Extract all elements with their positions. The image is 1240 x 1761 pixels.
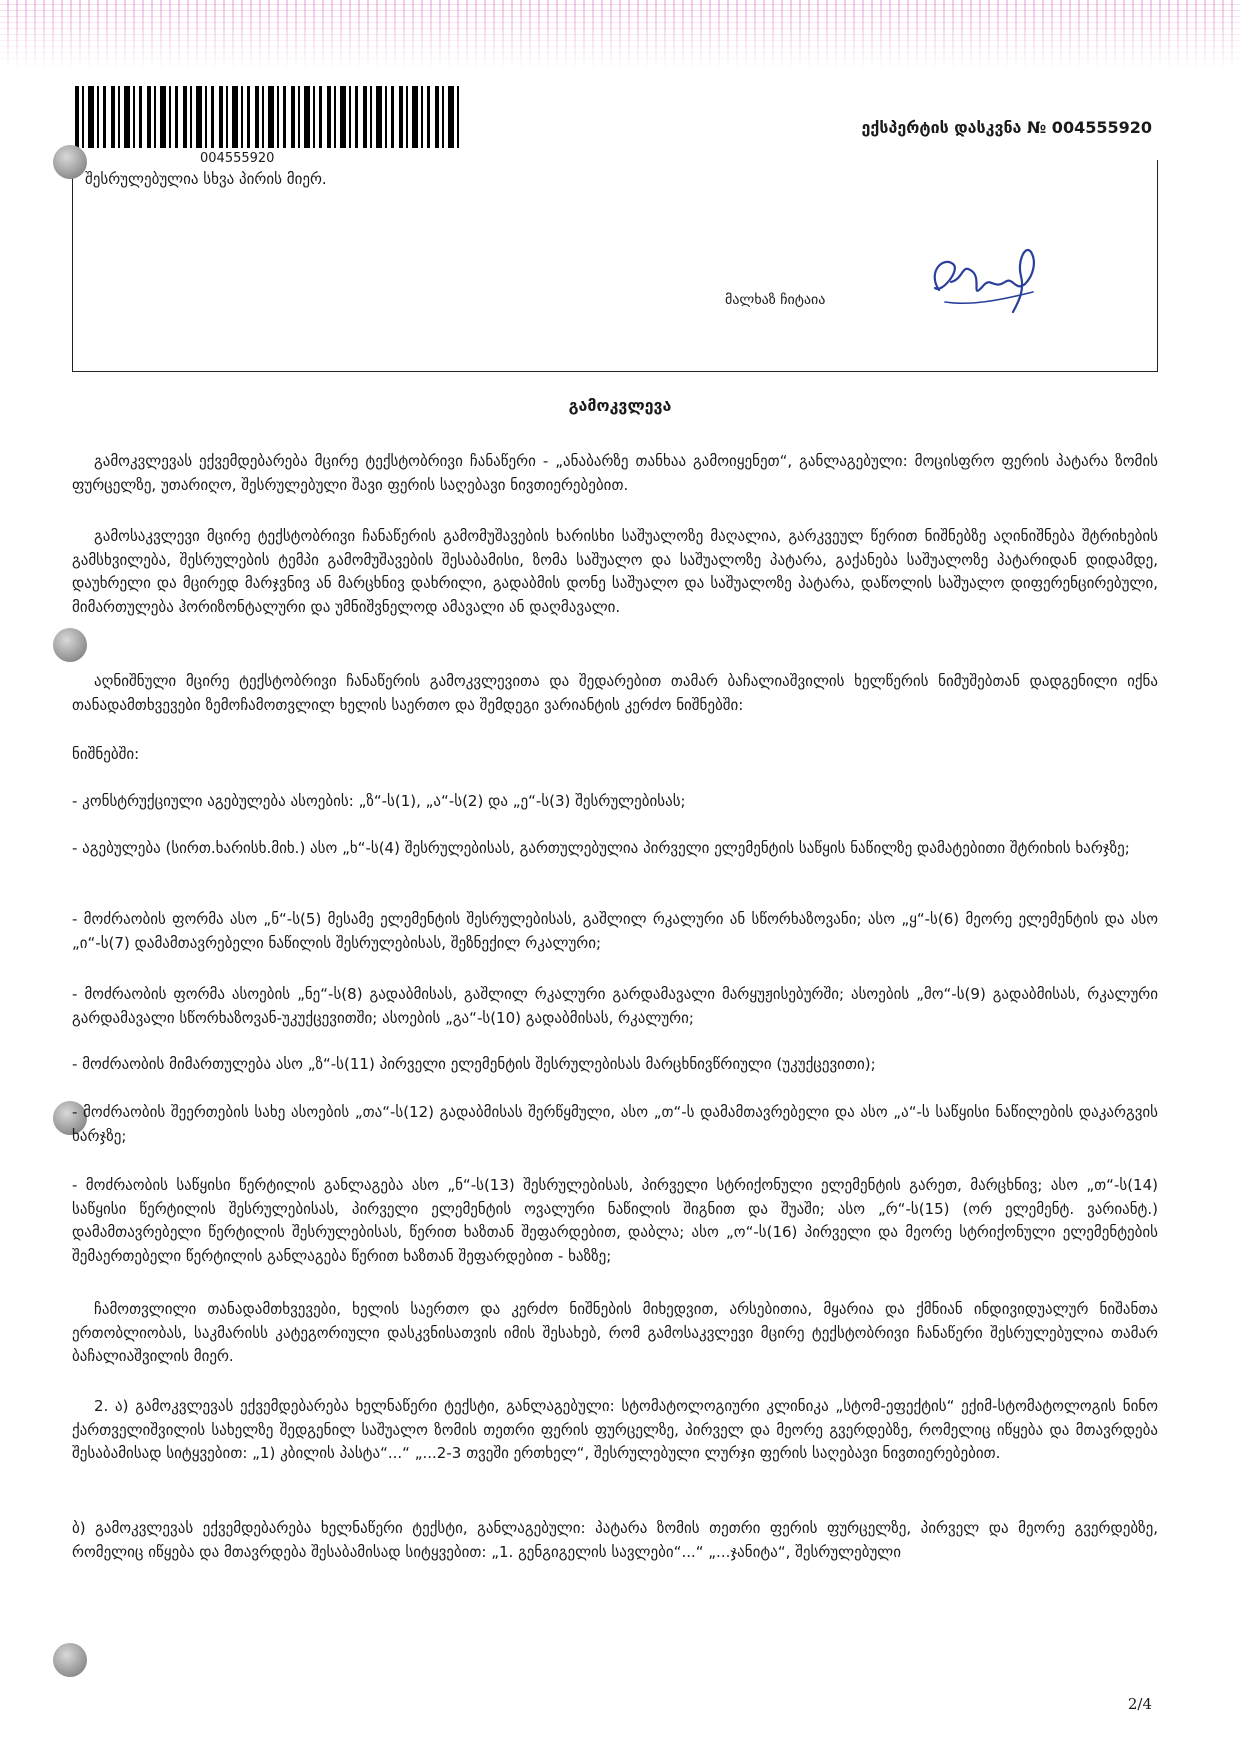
- list-item: - მოძრაობის საწყისი წერტილის განლაგება ასო „ნ“-ს(13) შესრულებისას, პირველი სტრიქონული ელემენტის გარეთ, მარცხნივ; ასო „თ“-ს(14) საწყისი წერტილის შესრულებისას, პირველი ელემენტის ოვალური ნაწილის შიგნით და შუაში; ასო „რ“-ს(15) (ორ ელემენტ. ვარიანტ.) დამამთავრებელი წერტილის შესრულებისას, წერით ხაზთან შეფარდებით, დაბლა; ასო „ო“-ს(16) პირველი და მეორე სტრიქონული ელემენტების შემაერთებელი წერტილის განლაგება წერით ხაზთან შეფარდებით - ხაზზე;: [72, 1176, 1158, 1265]
- paragraph: გამოსაკვლევი მცირე ტექსტობრივი ჩანაწერის გამომუშავების ხარისხი საშუალოზე მაღალია, გარკვეულ წერით ნიშნებზე აღინიშნება შტრიხების გამსხვილება, შესრულების ტემპი გამომუშავების შესაბამისი, ზომა საშუალო და საშუალოზე პატარა, გაქანება საშუალოზე პატარიდან დიდამდე, დაუხრელი და მცირედ მარჯვნივ ან მარცხნივ დახრილი, გადაბმის დონე საშუალო და საშუალოზე პატარა, დაწოლის საშუალო დიფერენცირებული, მიმართულება ჰორიზონტალური და უმნიშვნელოდ ამავალი ან დაღმავალი.: [72, 527, 1158, 616]
- paragraph: ჩამოთვლილი თანადამთხვევები, ხელის საერთო და კერძო ნიშნების მიხედვით, არსებითია, მყარია და ქმნიან ინდივიდუალურ ნიშანთა ერთობლიობას, საკმარისს კატეგორიული დასკვნისათვის იმის შესახებ, რომ გამოსაკვლევი მცირე ტექსტობრივი ჩანაწერი შესრულებულია თამარ ბაჩალიაშვილის მიერ.: [72, 1300, 1158, 1365]
- punch-hole: [53, 145, 87, 179]
- conclusion-text: შესრულებულია სხვა პირის მიერ.: [85, 170, 327, 188]
- paragraph: ნიშნებში:: [72, 745, 140, 763]
- section-title: გამოკვლევა: [568, 396, 672, 415]
- paragraph: აღნიშნული მცირე ტექსტობრივი ჩანაწერის გამოკვლევითა და შედარებით თამარ ბაჩალიაშვილის ხელწერის ნიმუშებთან დადგენილი იქნა თანადამთხვევები ზემოჩამოთვლილ ხელის საერთო და შემდეგი ვარიანტის კერძო ნიშნებში:: [72, 672, 1158, 714]
- punch-hole: [53, 1643, 87, 1677]
- punch-hole: [53, 628, 87, 662]
- expert-name: მალხაზ ჩიტაია: [725, 292, 826, 308]
- paragraph: გამოკვლევას ექვემდებარება მცირე ტექსტობრივი ჩანაწერი - „ანაბარზე თანხაა გამოიყენეთ“, განლაგებული: მოცისფრო ფერის პატარა ზომის ფურცელზე, უთარიღო, შესრულებული შავი ფერის საღებავი ნივთიერებებით.: [72, 452, 1158, 494]
- pink-security-band: [0, 0, 1240, 70]
- paragraph: ბ) გამოკვლევას ექვემდებარება ხელნაწერი ტექსტი, განლაგებული: პატარა ზომის თეთრი ფერის ფურცელზე, პირველ და მეორე გვერდებზე, რომელიც იწყება და მთავრდება შესაბამისად სიტყვებით: „1. გენგიგელის სავლები“...“ „...ჯანიტა“, შესრულებული: [72, 1519, 1158, 1561]
- list-item: - მოძრაობის მიმართულება ასო „ზ“-ს(11) პირველი ელემენტის შესრულებისას მარცხნივწრიული (უკუქცევითი);: [72, 1055, 876, 1073]
- paragraph: 2. ა) გამოკვლევას ექვემდებარება ხელნაწერი ტექსტი, განლაგებული: სტომატოლოგიური კლინიკა „სტომ-ეფექტის“ ექიმ-სტომატოლოგის ნინო ქართველიშვილის სახელზე შედგენილ საშუალო ზომის თეთრი ფერის ფურცელზე, პირველ და მეორე გვერდებზე, რომელიც იწყება და მთავრდება შესაბამისად სიტყვებით: „1) კბილის პასტა“...“ „...2-3 თვეში ერთხელ“, შესრულებული ლურჯი ფერის საღებავი ნივთიერებებით.: [72, 1397, 1158, 1462]
- document-title: ექსპერტის დასკვნა № 004555920: [861, 118, 1152, 137]
- conclusion-box: [72, 160, 1158, 372]
- list-item: - მოძრაობის ფორმა ასო „ნ“-ს(5) მესამე ელემენტის შესრულებისას, გაშლილ რკალური ან სწორხაზოვანი; ასო „ყ“-ს(6) მეორე ელემენტის და ასო „ი“-ს(7) დამამთავრებელი ნაწილის შესრულებისას, შეზნექილ რკალური;: [72, 910, 1158, 952]
- signature: [921, 242, 1051, 314]
- list-item: - მოძრაობის შეერთების სახე ასოების „თა“-ს(12) გადაბმისას შერწყმული, ასო „თ“-ს დამამთავრებელი და ასო „ა“-ს საწყისი ნაწილების დაკარგვის ხარჯზე;: [72, 1103, 1158, 1145]
- list-item: - კონსტრუქციული აგებულება ასოების: „ზ“-ს(1), „ა“-ს(2) და „ე“-ს(3) შესრულებისას;: [72, 792, 686, 810]
- list-item: - აგებულება (სირთ.ხარისხ.მიხ.) ასო „ხ“-ს(4) შესრულებისას, გართულებულია პირველი ელემენტის საწყის ნაწილზე დამატებითი შტრიხის ხარჯზე;: [72, 839, 1130, 857]
- list-item: - მოძრაობის ფორმა ასოების „ნე“-ს(8) გადაბმისას, გაშლილ რკალური გარდამავალი მარყუჟისებურში; ასოების „მო“-ს(9) გადაბმისას, რკალური გარდამავალი სწორხაზოვან-უკუქცევითში; ასოების „გა“-ს(10) გადაბმისას, რკალური;: [72, 985, 1158, 1027]
- barcode: [75, 86, 463, 148]
- page-number: 2/4: [1127, 1695, 1152, 1713]
- barcode-number: 004555920: [200, 151, 275, 166]
